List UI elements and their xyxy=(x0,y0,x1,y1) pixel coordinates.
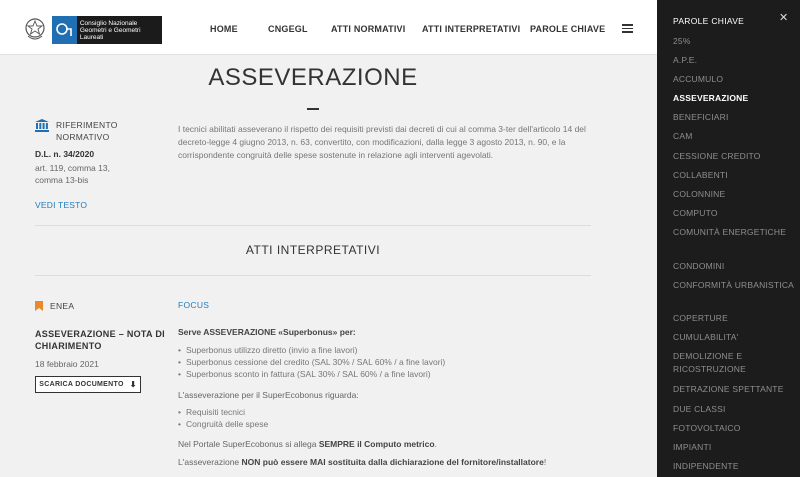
requirements-list xyxy=(178,406,268,430)
para-3-pre: Nel Portale SuperEcobonus si allega xyxy=(178,439,319,449)
item-date: 18 febbraio 2021 xyxy=(35,359,99,369)
nav-cngegl[interactable]: CNGEGL xyxy=(268,24,308,34)
para-4-pre: L'asseverazione xyxy=(178,457,242,467)
sidebar-item-collabenti[interactable]: COLLABENTI xyxy=(673,170,728,180)
reference-detail: art. 119, comma 13, comma 13-bis xyxy=(35,163,110,185)
section-divider-bottom xyxy=(35,275,591,276)
sidebar-item-colonnine[interactable]: COLONNINE xyxy=(673,189,726,199)
sidebar-item-25[interactable]: 25% xyxy=(673,36,691,46)
logo-text-line-2: Geometri e Geometri Laureati xyxy=(79,26,141,41)
sidebar-item-detrazione-spettante[interactable]: DETRAZIONE SPETTANTE xyxy=(673,384,784,394)
item-tag: FOCUS xyxy=(178,300,210,310)
sidebar-item-due-classi[interactable]: DUE CLASSI xyxy=(673,404,726,414)
reference-label: RIFERIMENTO NORMATIVO xyxy=(56,120,118,142)
title-divider xyxy=(307,108,319,110)
sidebar-item-asseverazione[interactable]: ASSEVERAZIONE xyxy=(673,93,749,103)
nav-atti-interpretativi[interactable]: ATTI INTERPRETATIVI xyxy=(422,24,521,34)
item-para-2: L'asseverazione per il SuperEcobonus riguarda: xyxy=(178,390,359,400)
sidebar-item-indipendente[interactable]: INDIPENDENTE xyxy=(673,461,739,471)
superbonus-list xyxy=(178,344,445,380)
item-intro-text: Serve ASSEVERAZIONE «Superbonus» per: xyxy=(178,327,356,337)
item-para-4 xyxy=(178,456,546,468)
sidebar-item-demolizione-ricostruzione[interactable]: DEMOLIZIONE E RICOSTRUZIONE xyxy=(673,351,746,374)
sidebar-item-computo[interactable]: COMPUTO xyxy=(673,208,718,218)
item-source: ENEA xyxy=(50,301,75,311)
para-3-bold: SEMPRE il Computo metrico xyxy=(318,439,435,449)
logo-text xyxy=(77,20,162,41)
nav-home[interactable]: HOME xyxy=(210,24,238,34)
cngegl-logo[interactable] xyxy=(52,16,162,44)
sidebar-title: PAROLE CHIAVE xyxy=(673,16,745,26)
para-4-post: ! xyxy=(543,457,547,467)
italian-emblem-icon[interactable] xyxy=(24,16,46,42)
para-4-bold: NON può essere MAI sostituita dalla dichiarazione del fornitore/installatore xyxy=(241,457,544,467)
sidebar-item-accumulo[interactable]: ACCUMULO xyxy=(673,74,724,84)
sidebar-item-comunita-energetiche[interactable]: COMUNITÀ ENERGETICHE xyxy=(673,227,787,237)
sidebar-item-cam[interactable]: CAM xyxy=(673,131,693,141)
download-button-label: SCARICA DOCUMENTO xyxy=(39,381,124,388)
sidebar-item-impianti[interactable]: IMPIANTI xyxy=(673,442,712,452)
sidebar-item-condomini[interactable]: CONDOMINI xyxy=(673,261,725,271)
keywords-sidebar xyxy=(657,0,800,477)
sidebar-item-coperture[interactable]: COPERTURE xyxy=(673,313,729,323)
nav-parole-chiave[interactable]: PAROLE CHIAVE xyxy=(530,24,606,34)
sidebar-item-conformita-urbanistica[interactable]: CONFORMITÀ URBANISTICA xyxy=(673,280,795,290)
sidebar-item-cumulabilita[interactable]: CUMULABILITA' xyxy=(673,332,739,342)
item-para-3 xyxy=(178,438,437,450)
sidebar-item-cessione-credito[interactable]: CESSIONE CREDITO xyxy=(673,151,761,161)
reference-text: I tecnici abilitati asseverano il rispetto dei requisiti previsti dai decreti di cui al comma 3-ter dell'articolo 14 del decreto-legge 4 giugno 2013, n. 63, convertito, con modificazioni, dalla legge 3 agosto 2013, n. 90, e la corrispondente congruità delle spese sostenute in relazione agli interventi agevolati. xyxy=(178,124,586,160)
bookmark-icon xyxy=(35,301,43,311)
list-item: • Superbonus cessione del credito (SAL 30% / SAL 60% / a fine lavori) xyxy=(178,356,445,368)
item-title[interactable]: ASSEVERAZIONE – NOTA DI CHIARIMENTO xyxy=(35,329,165,351)
download-button[interactable] xyxy=(35,376,141,393)
institution-icon xyxy=(35,119,49,132)
list-item: • Superbonus sconto in fattura (SAL 30% / SAL 60% / a fine lavori) xyxy=(178,368,445,380)
list-item: • Congruità delle spese xyxy=(178,418,268,430)
section-title: ATTI INTERPRETATIVI xyxy=(245,243,381,257)
item-intro xyxy=(178,326,356,338)
cngegl-logo-mark xyxy=(52,16,77,44)
close-icon[interactable]: ✕ xyxy=(779,12,789,24)
sidebar-item-beneficiari[interactable]: BENEFICIARI xyxy=(673,112,729,122)
sidebar-item-fotovoltaico[interactable]: FOTOVOLTAICO xyxy=(673,423,741,433)
list-item: • Requisiti tecnici xyxy=(178,406,268,418)
page-title: ASSEVERAZIONE xyxy=(208,64,418,91)
logo-text-line-1: Consiglio Nazionale xyxy=(79,19,138,27)
reference-law: D.L. n. 34/2020 xyxy=(35,149,95,159)
para-3-post: . xyxy=(434,439,437,449)
vedi-testo-link[interactable]: VEDI TESTO xyxy=(35,200,88,210)
download-icon: ⬇ xyxy=(129,380,137,389)
list-item: • Superbonus utilizzo diretto (invio a fine lavori) xyxy=(178,344,445,356)
hamburger-icon[interactable] xyxy=(622,24,633,33)
sidebar-item-ape[interactable]: A.P.E. xyxy=(673,55,698,65)
section-divider-top xyxy=(35,225,591,226)
nav-atti-normativi[interactable]: ATTI NORMATIVI xyxy=(331,24,406,34)
